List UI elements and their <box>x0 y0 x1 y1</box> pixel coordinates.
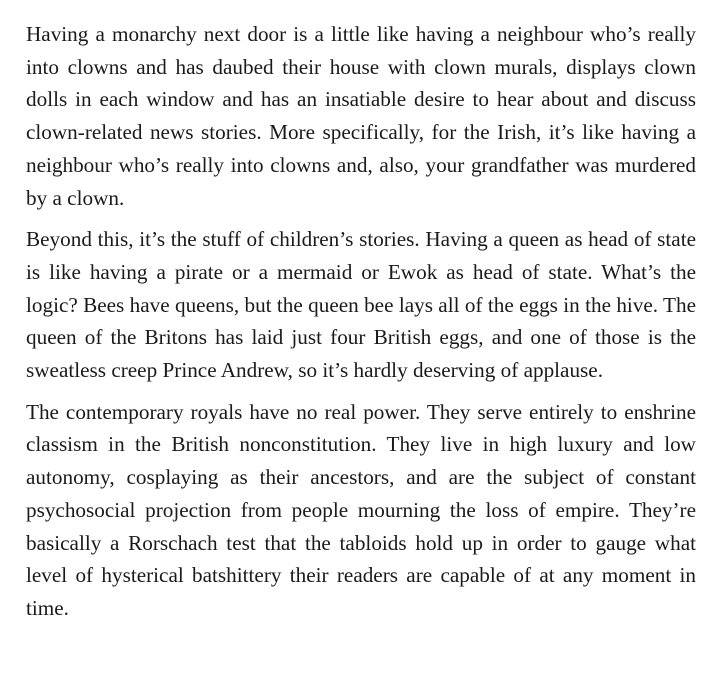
paragraph-royals-power: The contemporary royals have no real power. They serve entirely to enshrine classism in the British nonconstitution. They live in high luxury and low autonomy, cosplaying as their ancestors, and are the subject of constant psychosocial projection from people mourning the loss of empire. They’re basically a Rorschach test that the tabloids hold up in order to gauge what level of hysterical batshittery their readers are capable of at any moment in time. <box>26 399 696 620</box>
paragraph-monarchy-clowns: Having a monarchy next door is a little like having a neighbour who’s really into clowns and has daubed their house with clown murals, displays clown dolls in each window and has an insatiable desire to hear about and discuss clown-related news stories. More specifically, for the Irish, it’s like having a neighbour who’s really into clowns and, also, your grandfather was murdered by a clown. <box>26 22 696 210</box>
paragraph-childrens-stories: Beyond this, it’s the stuff of children’s stories. Having a queen as head of state is like having a pirate or a mermaid or Ewok as head of state. What’s the logic? Bees have queens, but the queen bee lays all of the eggs in the hive. The queen of the Britons has laid just four British eggs, and one of those is the sweatless creep Prince Andrew, so it’s hardly deserving of applause. <box>26 227 696 383</box>
